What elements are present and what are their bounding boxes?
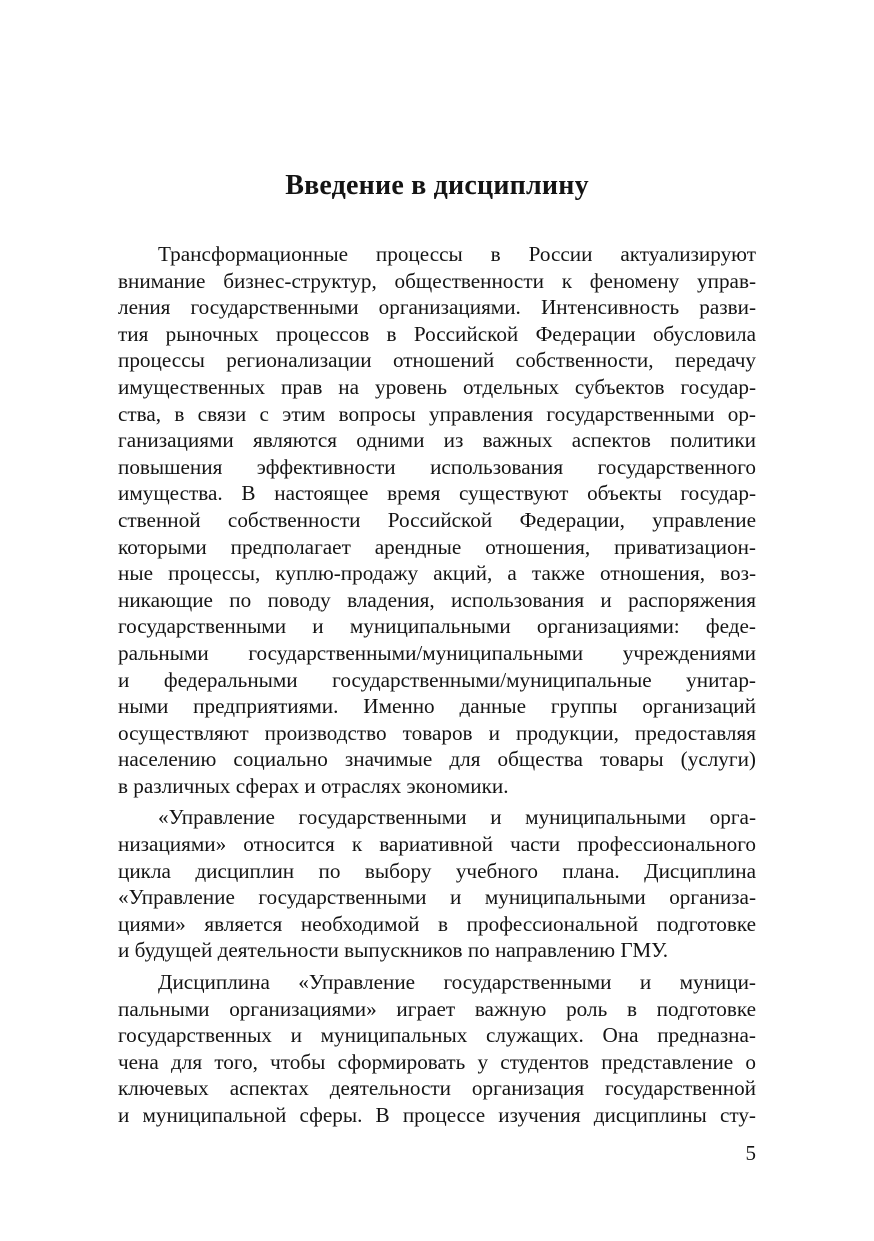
text-line: ганизациями являются одними из важных аспектов политики [118, 428, 756, 453]
text-line: имущественных прав на уровень отдельных субъектов государ- [118, 374, 756, 399]
text-line: ключевых аспектах деятельности организация государственной [118, 1076, 756, 1101]
text-line: и будущей деятельности выпускников по направлению ГМУ. [118, 938, 669, 963]
text-line: которыми предполагает арендные отношения, приватизацион- [118, 534, 756, 559]
section-title: Введение в дисциплину [285, 170, 589, 201]
text-line: чена для того, чтобы сформировать у студентов представление о [118, 1049, 756, 1074]
paragraph-1 [118, 241, 756, 799]
paragraph-2 [118, 804, 756, 964]
text-line: повышения эффективности использования государственного [118, 454, 756, 479]
text-line: «Управление государственными и муниципальными организа- [118, 885, 756, 910]
text-line: осуществляют производство товаров и продукции, предоставляя [118, 720, 756, 745]
text-line: внимание бизнес-структур, общественности к феномену управ- [118, 268, 756, 293]
text-line: ственной собственности Российской Федерации, управление [118, 507, 756, 532]
text-line: низациями» относится к вариативной части профессионального [118, 832, 756, 857]
page-number: 5 [745, 1141, 756, 1165]
text-line: никающие по поводу владения, использования и распоряжения [118, 587, 756, 612]
text-line: и федеральными государственными/муниципальные унитар- [118, 667, 756, 692]
text-line: ления государственными организациями. Интенсивность разви- [118, 295, 756, 320]
text-line: ства, в связи с этим вопросы управления государственными ор- [118, 401, 756, 426]
paragraph-3 [118, 969, 756, 1129]
text-line: циями» является необходимой в профессиональной подготовке [118, 911, 756, 936]
text-line: населению социально значимые для общества товары (услуги) [118, 747, 756, 772]
text-line: Трансформационные процессы в России актуализируют [158, 242, 756, 266]
text-line: Дисциплина «Управление государственными и муници- [158, 970, 756, 995]
text-line: государственных и муниципальных служащих. Она предназна- [118, 1023, 756, 1048]
text-line: «Управление государственными и муниципальными орга- [158, 805, 756, 830]
text-line: ными предприятиями. Именно данные группы организаций [118, 694, 756, 719]
body-text [118, 241, 756, 1129]
text-line: цикла дисциплин по выбору учебного плана. Дисциплина [118, 858, 756, 883]
text-line: процессы регионализации отношений собственности, передачу [118, 348, 756, 373]
text-line: пальными организациями» играет важную роль в подготовке [118, 996, 756, 1021]
text-line: в различных сферах и отраслях экономики. [118, 773, 509, 798]
text-line: ральными государственными/муниципальными учреждениями [118, 640, 756, 665]
text-line: тия рыночных процессов в Российской Федерации обусловила [118, 321, 756, 346]
text-line: имущества. В настоящее время существуют объекты государ- [118, 481, 756, 506]
text-line: государственными и муниципальными организациями: феде- [118, 614, 756, 639]
text-line: и муниципальной сферы. В процессе изучения дисциплины сту- [118, 1103, 756, 1127]
text-line: ные процессы, куплю-продажу акций, а также отношения, воз- [118, 561, 756, 586]
